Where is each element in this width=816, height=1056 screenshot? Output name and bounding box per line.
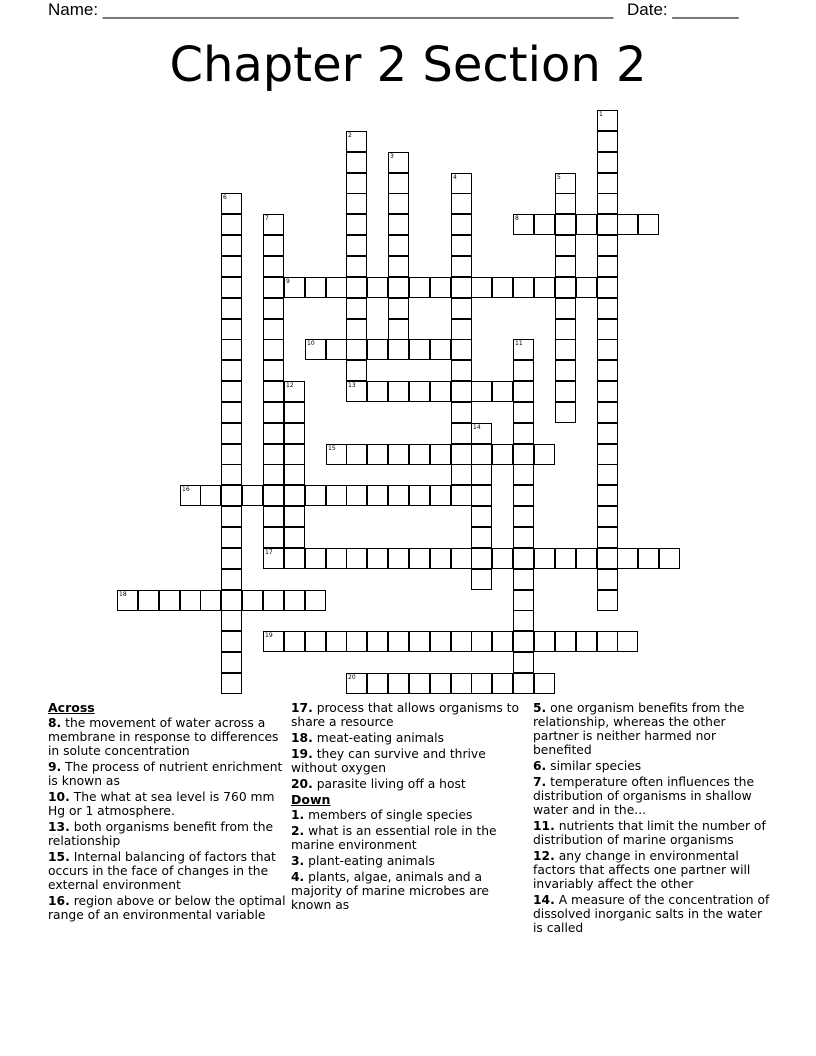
grid-cell[interactable] [513, 402, 534, 423]
grid-cell[interactable] [388, 381, 409, 402]
clue-across-13: 13. both organisms benefit from the relationship [48, 820, 274, 848]
grid-cell[interactable] [305, 548, 326, 569]
grid-cell[interactable] [326, 277, 347, 298]
clue-column-2 [291, 701, 529, 914]
grid-cell[interactable] [430, 631, 451, 652]
grid-cell[interactable] [576, 631, 597, 652]
grid-cell[interactable] [367, 277, 388, 298]
grid-cell[interactable] [284, 548, 305, 569]
grid-cell[interactable] [471, 444, 492, 465]
grid-cell[interactable] [451, 548, 472, 569]
grid-cell[interactable] [597, 173, 618, 194]
grid-cell[interactable] [638, 214, 659, 235]
clue-across-16: 16. region above or below the optimal range of an environmental variable [48, 894, 286, 922]
grid-cell[interactable] [513, 360, 534, 381]
grid-cell[interactable] [597, 548, 618, 569]
grid-cell[interactable] [284, 485, 305, 506]
grid-cell[interactable] [471, 277, 492, 298]
grid-cell[interactable] [346, 631, 367, 652]
grid-cell[interactable] [555, 402, 576, 423]
grid-cell[interactable] [597, 131, 618, 152]
grid-cell[interactable] [597, 339, 618, 360]
grid-cell[interactable] [388, 235, 409, 256]
grid-cell[interactable] [513, 590, 534, 611]
grid-cell[interactable] [263, 360, 284, 381]
grid-cell[interactable] [534, 277, 555, 298]
grid-cell[interactable] [138, 590, 159, 611]
grid-cell[interactable] [534, 444, 555, 465]
clue-number-14: 14 [473, 424, 481, 431]
clue-number-3: 3 [390, 153, 394, 160]
grid-cell[interactable] [555, 214, 576, 235]
grid-cell[interactable] [284, 631, 305, 652]
grid-cell[interactable] [263, 235, 284, 256]
grid-cell[interactable] [597, 235, 618, 256]
grid-cell[interactable] [388, 673, 409, 694]
grid-cell[interactable] [263, 381, 284, 402]
clue-column-3 [533, 701, 771, 937]
clue-across-17: 17. process that allows organisms to share a resource [291, 701, 519, 729]
grid-cell[interactable] [388, 193, 409, 214]
grid-cell[interactable] [242, 485, 263, 506]
grid-cell[interactable] [451, 256, 472, 277]
grid-cell[interactable] [597, 464, 618, 485]
grid-cell[interactable] [326, 548, 347, 569]
clue-number-2: 2 [348, 132, 352, 139]
grid-cell[interactable] [430, 444, 451, 465]
grid-cell[interactable] [471, 506, 492, 527]
grid-cell[interactable] [221, 527, 242, 548]
grid-cell[interactable] [513, 610, 534, 631]
grid-cell[interactable] [221, 631, 242, 652]
grid-cell[interactable] [597, 527, 618, 548]
grid-cell[interactable] [388, 319, 409, 340]
clue-number-13: 13 [348, 382, 356, 389]
grid-cell[interactable] [305, 631, 326, 652]
grid-cell[interactable] [597, 214, 618, 235]
clue-number-19: 19 [265, 632, 273, 639]
grid-cell[interactable] [555, 235, 576, 256]
grid-cell[interactable] [492, 631, 513, 652]
grid-cell[interactable] [555, 277, 576, 298]
grid-cell[interactable] [388, 485, 409, 506]
grid-cell[interactable] [263, 319, 284, 340]
clue-across-10: 10. The what at sea level is 760 mm Hg or 1 atmosphere. [48, 790, 275, 818]
grid-cell[interactable] [221, 610, 242, 631]
grid-cell[interactable] [513, 444, 534, 465]
grid-cell[interactable] [471, 631, 492, 652]
grid-cell[interactable] [451, 673, 472, 694]
grid-cell[interactable] [326, 339, 347, 360]
grid-cell[interactable] [326, 485, 347, 506]
grid-cell[interactable] [367, 485, 388, 506]
clue-number-8: 8 [515, 215, 519, 222]
grid-cell[interactable] [471, 527, 492, 548]
grid-cell[interactable] [367, 444, 388, 465]
grid-cell[interactable] [346, 214, 367, 235]
grid-cell[interactable] [221, 360, 242, 381]
grid-cell[interactable] [346, 277, 367, 298]
grid-cell[interactable] [555, 631, 576, 652]
grid-cell[interactable] [221, 464, 242, 485]
grid-cell[interactable] [346, 173, 367, 194]
grid-cell[interactable] [597, 485, 618, 506]
grid-cell[interactable] [263, 277, 284, 298]
clue-across-15: 15. Internal balancing of factors that occurs in the face of changes in the external environment [48, 850, 276, 892]
grid-cell[interactable] [388, 214, 409, 235]
grid-cell[interactable] [576, 214, 597, 235]
clue-number-10: 10 [307, 340, 315, 347]
grid-cell[interactable] [388, 256, 409, 277]
grid-cell[interactable] [513, 506, 534, 527]
grid-cell[interactable] [284, 590, 305, 611]
clue-number-6: 6 [223, 194, 227, 201]
name-field[interactable]: Name: ______________________________________________________ [48, 0, 614, 19]
grid-cell[interactable] [284, 464, 305, 485]
grid-cell[interactable] [513, 652, 534, 673]
grid-cell[interactable] [263, 506, 284, 527]
grid-cell[interactable] [534, 214, 555, 235]
grid-cell[interactable] [513, 631, 534, 652]
grid-cell[interactable] [451, 339, 472, 360]
grid-cell[interactable] [221, 673, 242, 694]
clue-down-11: 11. nutrients that limit the number of distribution of marine organisms [533, 819, 766, 847]
grid-cell[interactable] [451, 193, 472, 214]
grid-cell[interactable] [471, 569, 492, 590]
clue-number-5: 5 [557, 174, 561, 181]
grid-cell[interactable] [284, 527, 305, 548]
clue-number-1: 1 [599, 111, 603, 118]
grid-cell[interactable] [492, 673, 513, 694]
grid-cell[interactable] [555, 193, 576, 214]
grid-cell[interactable] [513, 464, 534, 485]
grid-cell[interactable] [346, 256, 367, 277]
grid-cell[interactable] [284, 506, 305, 527]
clue-down-1: 1. members of single species [291, 808, 473, 822]
grid-cell[interactable] [597, 444, 618, 465]
grid-cell[interactable] [430, 381, 451, 402]
clue-down-5: 5. one organism benefits from the relationship, whereas the other partner is neither harmed nor benefited [533, 701, 745, 757]
clue-number-4: 4 [453, 174, 457, 181]
grid-cell[interactable] [284, 402, 305, 423]
grid-cell[interactable] [492, 277, 513, 298]
grid-cell[interactable] [346, 319, 367, 340]
grid-cell[interactable] [263, 339, 284, 360]
grid-cell[interactable] [180, 590, 201, 611]
grid-cell[interactable] [284, 444, 305, 465]
grid-cell[interactable] [305, 485, 326, 506]
clue-down-2: 2. what is an essential role in the marine environment [291, 824, 497, 852]
grid-cell[interactable] [430, 548, 451, 569]
grid-cell[interactable] [471, 464, 492, 485]
grid-cell[interactable] [409, 485, 430, 506]
grid-cell[interactable] [346, 298, 367, 319]
grid-cell[interactable] [263, 485, 284, 506]
date-field[interactable]: Date: _______ [627, 0, 739, 19]
grid-cell[interactable] [409, 381, 430, 402]
grid-cell[interactable] [346, 360, 367, 381]
grid-cell[interactable] [388, 173, 409, 194]
grid-cell[interactable] [263, 590, 284, 611]
grid-cell[interactable] [221, 485, 242, 506]
clue-number-12: 12 [286, 382, 294, 389]
grid-cell[interactable] [367, 548, 388, 569]
grid-cell[interactable] [597, 590, 618, 611]
grid-cell[interactable] [221, 402, 242, 423]
grid-cell[interactable] [555, 548, 576, 569]
grid-cell[interactable] [534, 631, 555, 652]
grid-cell[interactable] [346, 193, 367, 214]
clue-number-20: 20 [348, 674, 356, 681]
clue-across-20: 20. parasite living off a host [291, 777, 466, 791]
grid-cell[interactable] [367, 673, 388, 694]
clue-across-8: 8. the movement of water across a membrane in response to differences in solute concentration [48, 716, 279, 758]
grid-cell[interactable] [617, 548, 638, 569]
grid-cell[interactable] [597, 423, 618, 444]
grid-cell[interactable] [597, 402, 618, 423]
clue-number-18: 18 [119, 591, 127, 598]
across-heading: Across [48, 700, 95, 715]
grid-cell[interactable] [388, 277, 409, 298]
grid-cell[interactable] [659, 548, 680, 569]
grid-cell[interactable] [409, 548, 430, 569]
grid-cell[interactable] [451, 319, 472, 340]
grid-cell[interactable] [451, 298, 472, 319]
grid-cell[interactable] [388, 631, 409, 652]
clue-across-9: 9. The process of nutrient enrichment is known as [48, 760, 283, 788]
clue-column-1 [48, 701, 286, 924]
grid-cell[interactable] [221, 256, 242, 277]
grid-cell[interactable] [492, 444, 513, 465]
grid-cell[interactable] [305, 590, 326, 611]
grid-cell[interactable] [555, 256, 576, 277]
grid-cell[interactable] [242, 590, 263, 611]
grid-cell[interactable] [597, 152, 618, 173]
grid-cell[interactable] [159, 590, 180, 611]
grid-cell[interactable] [597, 631, 618, 652]
grid-cell[interactable] [576, 548, 597, 569]
grid-cell[interactable] [409, 339, 430, 360]
clue-number-7: 7 [265, 215, 269, 222]
grid-cell[interactable] [451, 423, 472, 444]
clue-down-7: 7. temperature often influences the distribution of organisms in shallow water and in the... [533, 775, 755, 817]
clue-number-11: 11 [515, 340, 523, 347]
grid-cell[interactable] [263, 298, 284, 319]
grid-cell[interactable] [430, 673, 451, 694]
clue-down-6: 6. similar species [533, 759, 642, 773]
grid-cell[interactable] [221, 319, 242, 340]
grid-cell[interactable] [471, 673, 492, 694]
grid-cell[interactable] [221, 298, 242, 319]
grid-cell[interactable] [513, 485, 534, 506]
grid-cell[interactable] [617, 631, 638, 652]
grid-cell[interactable] [597, 193, 618, 214]
page-title: Chapter 2 Section 2 [169, 37, 647, 93]
grid-cell[interactable] [367, 339, 388, 360]
grid-cell[interactable] [346, 548, 367, 569]
clue-across-19: 19. they can survive and thrive without oxygen [291, 747, 486, 775]
grid-cell[interactable] [451, 485, 472, 506]
grid-cell[interactable] [409, 444, 430, 465]
grid-cell[interactable] [221, 235, 242, 256]
grid-cell[interactable] [597, 381, 618, 402]
grid-cell[interactable] [451, 277, 472, 298]
grid-cell[interactable] [284, 423, 305, 444]
grid-cell[interactable] [492, 381, 513, 402]
grid-cell[interactable] [367, 381, 388, 402]
grid-cell[interactable] [534, 548, 555, 569]
grid-cell[interactable] [221, 569, 242, 590]
grid-cell[interactable] [451, 631, 472, 652]
grid-cell[interactable] [471, 548, 492, 569]
grid-cell[interactable] [346, 339, 367, 360]
grid-cell[interactable] [346, 444, 367, 465]
grid-cell[interactable] [221, 214, 242, 235]
grid-cell[interactable] [346, 485, 367, 506]
grid-cell[interactable] [513, 381, 534, 402]
grid-cell[interactable] [221, 277, 242, 298]
grid-cell[interactable] [221, 652, 242, 673]
grid-cell[interactable] [451, 464, 472, 485]
grid-cell[interactable] [555, 381, 576, 402]
grid-cell[interactable] [221, 423, 242, 444]
grid-cell[interactable] [513, 277, 534, 298]
grid-cell[interactable] [200, 590, 221, 611]
grid-cell[interactable] [263, 464, 284, 485]
grid-cell[interactable] [263, 402, 284, 423]
grid-cell[interactable] [451, 360, 472, 381]
grid-cell[interactable] [221, 444, 242, 465]
grid-cell[interactable] [471, 485, 492, 506]
grid-cell[interactable] [263, 527, 284, 548]
grid-cell[interactable] [263, 423, 284, 444]
grid-cell[interactable] [221, 339, 242, 360]
clue-across-18: 18. meat-eating animals [291, 731, 444, 745]
clue-number-17: 17 [265, 549, 273, 556]
grid-cell[interactable] [388, 548, 409, 569]
grid-cell[interactable] [346, 152, 367, 173]
grid-cell[interactable] [430, 277, 451, 298]
grid-cell[interactable] [513, 569, 534, 590]
grid-cell[interactable] [576, 277, 597, 298]
grid-cell[interactable] [492, 548, 513, 569]
clue-number-9: 9 [286, 278, 290, 285]
grid-cell[interactable] [513, 673, 534, 694]
grid-cell[interactable] [555, 360, 576, 381]
clue-number-16: 16 [182, 486, 190, 493]
grid-cell[interactable] [451, 235, 472, 256]
grid-cell[interactable] [638, 548, 659, 569]
grid-cell[interactable] [200, 485, 221, 506]
grid-cell[interactable] [367, 631, 388, 652]
clue-down-12: 12. any change in environmental factors that affects one partner will invariably affect the other [533, 849, 751, 891]
grid-cell[interactable] [597, 506, 618, 527]
grid-cell[interactable] [263, 256, 284, 277]
grid-cell[interactable] [555, 319, 576, 340]
grid-cell[interactable] [430, 339, 451, 360]
grid-cell[interactable] [555, 339, 576, 360]
grid-cell[interactable] [597, 569, 618, 590]
grid-cell[interactable] [388, 339, 409, 360]
grid-cell[interactable] [451, 444, 472, 465]
grid-cell[interactable] [221, 590, 242, 611]
clue-number-15: 15 [328, 445, 336, 452]
grid-cell[interactable] [388, 444, 409, 465]
clue-down-3: 3. plant-eating animals [291, 854, 435, 868]
grid-cell[interactable] [597, 319, 618, 340]
grid-cell[interactable] [597, 360, 618, 381]
grid-cell[interactable] [597, 298, 618, 319]
grid-cell[interactable] [451, 381, 472, 402]
grid-cell[interactable] [221, 548, 242, 569]
grid-cell[interactable] [513, 527, 534, 548]
grid-cell[interactable] [409, 673, 430, 694]
down-heading: Down [291, 792, 331, 807]
grid-cell[interactable] [513, 548, 534, 569]
grid-cell[interactable] [388, 298, 409, 319]
grid-cell[interactable] [471, 381, 492, 402]
grid-cell[interactable] [409, 277, 430, 298]
grid-cell[interactable] [409, 631, 430, 652]
grid-cell[interactable] [555, 298, 576, 319]
grid-cell[interactable] [305, 277, 326, 298]
grid-cell[interactable] [534, 673, 555, 694]
grid-cell[interactable] [346, 235, 367, 256]
grid-cell[interactable] [451, 402, 472, 423]
grid-cell[interactable] [430, 485, 451, 506]
grid-cell[interactable] [221, 506, 242, 527]
grid-cell[interactable] [326, 631, 347, 652]
grid-cell[interactable] [513, 423, 534, 444]
grid-cell[interactable] [263, 444, 284, 465]
clue-down-14: 14. A measure of the concentration of dissolved inorganic salts in the water is called [533, 893, 770, 935]
grid-cell[interactable] [451, 214, 472, 235]
grid-cell[interactable] [221, 381, 242, 402]
clue-down-4: 4. plants, algae, animals and a majority of marine microbes are known as [291, 870, 489, 912]
grid-cell[interactable] [597, 277, 618, 298]
grid-cell[interactable] [597, 256, 618, 277]
grid-cell[interactable] [617, 214, 638, 235]
